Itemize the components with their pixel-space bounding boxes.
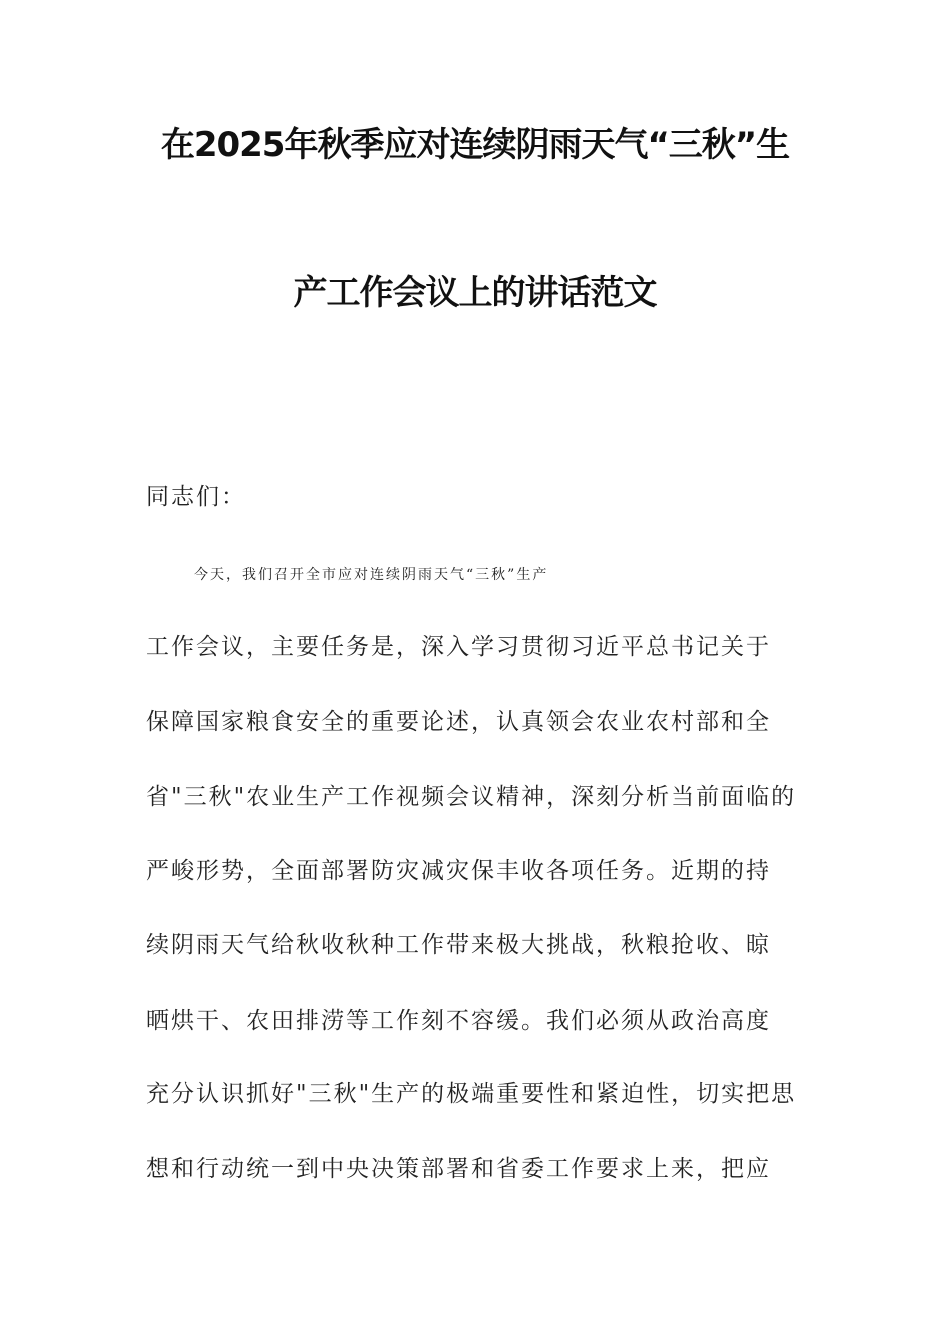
paragraph-line: 保障国家粮食安全的重要论述，认真领会农业农村部和全: [146, 709, 771, 735]
paragraph-line: 续阴雨天气给秋收秋种工作带来极大挑战，秋粮抢收、晾: [146, 932, 771, 958]
paragraph-line: 省"三秋"农业生产工作视频会议精神，深刻分析当前面临的: [146, 784, 797, 810]
document-title-line-2: 产工作会议上的讲话范文: [293, 273, 657, 313]
paragraph-line: 晒烘干、农田排涝等工作刻不容缓。我们必须从政治高度: [146, 1008, 771, 1034]
salutation: 同志们：: [146, 484, 246, 510]
paragraph-line: 充分认识抓好"三秋"生产的极端重要性和紧迫性，切实把思: [146, 1081, 797, 1107]
paragraph-line: 工作会议，主要任务是，深入学习贯彻习近平总书记关于: [146, 634, 771, 660]
paragraph-line: 严峻形势，全面部署防灾减灾保丰收各项任务。近期的持: [146, 858, 771, 884]
paragraph-line: 今天，我们召开全市应对连续阴雨天气“三秋”生产: [194, 567, 549, 583]
document-title-line-1: 在2025年秋季应对连续阴雨天气“三秋”生: [160, 125, 790, 165]
paragraph-line: 想和行动统一到中央决策部署和省委工作要求上来，把应: [146, 1156, 771, 1182]
